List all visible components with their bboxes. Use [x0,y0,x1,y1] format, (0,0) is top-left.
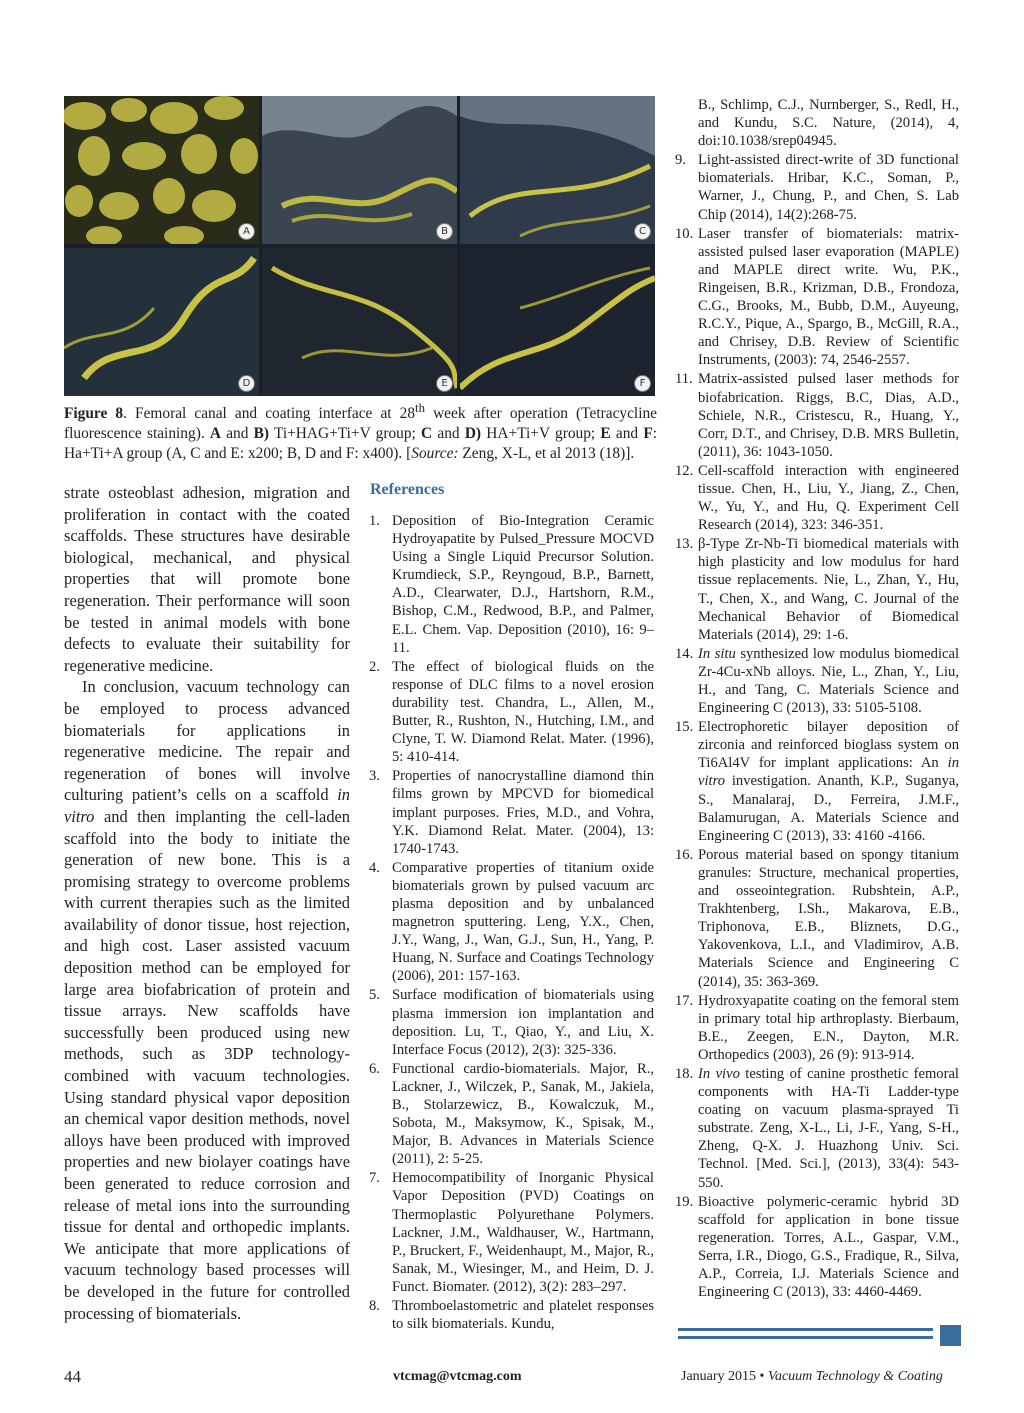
reference-item [675,370,959,460]
reference-item [369,859,654,986]
reference-item [675,151,959,223]
reference-text: Light-assisted direct-write of 3D functional biomaterials. Hribar, K.C., Soman, P., Warner, J., Chung, P., and Chen, S. Lab Chip (2014), 14(2):268-75. [698,152,959,223]
references-heading: References [370,481,445,498]
reference-text: Matrix-assisted pulsed laser methods for biofabrication. Riggs, B.C, Dias, A.D., Schiele, N.R., Cristescu, R., Huang, Y., Corr, D.T., and Chrisey, D.B. MRS Bulletin, (2011), 36: 1043-1050. [698,371,959,460]
reference-text: synthesized low modulus biomedical Zr-4Cu-xNb alloys. Nie, L., Zhan, Y., Liu, H., and Tang, C. Materials Science and Engineering C (2013), 33: 5105-5108. [698,645,960,717]
reference-text: β-Type Zr-Nb-Ti biomedical materials with high plasticity and low modulus for hard tissue replacements. Nie, L., Zhan, Y., Hu, T., Chen, X., and Wang, C. Journal of the Mechanical Behavior of Biomedical Materials (2014), 29: 1-6. [698,536,959,643]
reference-number: 7. [369,1170,380,1187]
reference-item [675,846,959,991]
reference-number: 9. [675,152,686,169]
caption-text: week after operation (Tetracycline fluorescence staining). [64,405,658,443]
panel-e-micrograph [262,248,457,396]
page-number: 44 [64,1367,81,1386]
panel-f [460,248,655,396]
caption-bold: A [209,425,221,443]
issue-date: January 2015 [681,1369,757,1384]
reference-text: Functional cardio-biomaterials. Major, R., Lackner, J., Wilczek, P., Sanak, M., Jakiela, B., Stolarzewicz, B., Kowalczuk, M., Sobota, M., Maksymow, K., Spisak, M., Major, B. Advances in Materials Science (2011), 2: 5-25. [392,1060,654,1168]
panel-label: A [238,223,255,240]
panel-d-micrograph [64,248,259,396]
panel-a-micrograph [64,96,259,244]
reference-text: Comparative properties of titanium oxide biomaterials grown by pulsed vacuum arc plasma deposition and by unbalanced magnetron sputtering. Leng, Y.X., Chen, J.Y., Wang, J., Wan, G.J., Sun, H., Yang, P. Huang, N. Surface and Coatings Technology (2006), 201: 157-163. [392,859,654,985]
reference-number: 13. [675,536,694,553]
reference-number: 10. [675,225,694,242]
reference-number: 12. [675,462,694,479]
caption-text: Zeng, X-L, et al 2013 (18)]. [458,445,635,463]
reference-number: 3. [369,768,380,785]
reference-text: testing of canine prosthetic femoral components with HA-Ti Ladder-type coating on vacuum plasma-sprayed Ti substrate. Zeng, X-L., Li, J-F., Yang, S-H., Zheng, Q-X. J. Huazhong Univ. Sci. Technol. [Med. Sci.], (2013), 33(4): 543-550. [698,1065,959,1191]
reference-item [369,1169,654,1296]
reference-item [369,512,654,657]
panel-b-micrograph [262,96,457,244]
reference-item [369,986,654,1058]
reference-italic: In vivo [698,1065,740,1082]
reference-number: 16. [675,846,694,863]
footer-square-mark [940,1325,961,1346]
caption-text: and [221,425,254,443]
footer-rule [678,1328,933,1331]
panel-label: F [634,375,651,392]
reference-item [369,658,654,767]
reference-item [369,1060,654,1169]
reference-item [675,1065,959,1192]
panel-label: E [436,375,453,392]
reference-number: 11. [675,371,693,388]
reference-item [369,767,654,857]
caption-text: and [610,425,644,443]
references-list-middle [369,512,654,1334]
reference-item [675,718,959,845]
reference-text: Electrophoretic bilayer deposition of zirconia and reinforced bioglass system on Ti6Al4V for implant applications: An [698,719,959,772]
reference-text: Hydroxyapatite coating on the femoral stem in primary total hip arthroplasty. Bierbaum, B.E., Zeegen, E.N., Dayton, M.R. Orthopedics (2003), 26 (9): 913-914. [698,992,959,1063]
reference-text: Porous material based on spongy titanium granules: Structure, mechanical properties, and osseointegration. Rubshtein, A.P., Trakhtenberg, I.Sh., Makarova, E.B., Triphonova, E.B., Bliznets, D.G., Yakovenkova, L.I., and Vladimirov, A.B. Materials Science and Engineering C (2014), 35: 363-369. [698,846,959,990]
caption-bold: C [421,425,433,443]
reference-number: 5. [369,987,380,1004]
reference-text: Deposition of Bio-Integration Ceramic Hydroyapatite by Pulsed_Pressure MOCVD Using a Single Liquid Precursor Solution. Krumdieck, S.P., Reyngoud, B.P., Barnett, A.D., Clearwater, D.J., Hartshorn, R.M., Bishop, C.M., Redwood, B.P., and Palmer, E.L. Chem. Vap. Deposition (2010), 16: 9–11. [392,513,654,656]
caption-source: Source: [411,445,459,463]
caption-sup: th [415,401,425,415]
reference-item [675,645,959,717]
panel-d [64,248,259,396]
caption-bold: B) [253,425,270,443]
reference-italic: In situ [698,645,736,662]
magazine-name: Vacuum Technology & Coating [767,1369,943,1384]
reference-text: B., Schlimp, C.J., Nurnberger, S., Redl, H., and Kundu, S.C. Nature, (2014), 4, doi:10.1038/srep04945. [698,97,959,150]
reference-number: 4. [369,859,380,876]
reference-item [675,992,959,1064]
reference-text: Hemocompatibility of Inorganic Physical Vapor Deposition (PVD) Coatings on Thermoplastic Polyurethane Polymers. Lackner, J.M., Waldhauser, W., Hartmann, P., Bruckert, F., Weidenhaupt, M., Major, R., Sanak, M., Wiesinger, M., and Heim, D. J. Funct. Biomater. (2012), 3(2): 283–297. [392,1170,654,1295]
caption-label: Figure 8 [64,405,124,423]
reference-item [675,535,959,644]
reference-text: investigation. Ananth, K.P., Suganya, S., Manalaraj, D., Ferreira, J.M.F., Balamurugan, A. Materials Science and Engineering C (2013), 33: 4160 -4166. [698,773,959,844]
body-text-span: In conclusion, vacuum technology can be employed to process advanced biomaterials for applications in regenerative medicine. The repair and regeneration of bones will involve culturing patient’s cells on a scaffold [64,677,350,805]
reference-number: 2. [369,658,380,675]
reference-number: 17. [675,992,694,1009]
panel-label: C [634,223,651,240]
reference-text: Thromboelastometric and platelet responses to silk biomaterials. Kundu, [392,1298,654,1333]
reference-text: Bioactive polymeric-ceramic hybrid 3D scaffold for application in bone tissue regeneration. Torres, A.L., Gaspar, V.M., Serra, I.R., Diogo, G.S., Fradique, R., Silva, A.P., Correia, I.J. Materials Science and Engineering C (2013), 33: 4460-4469. [698,1193,959,1301]
reference-number: 15. [675,719,694,736]
bullet-separator: • [759,1369,765,1384]
reference-italic: in vitro [698,755,959,790]
figure-caption [64,398,657,464]
panel-e [262,248,457,396]
reference-text: Properties of nanocrystalline diamond thin films grown by MPCVD for biomedical implant purposes. Fries, M.D., and Vohra, Y.K. Diamond Relat. Mater. (2004), 13: 1740-1743. [392,768,654,857]
reference-number: 18. [675,1065,694,1082]
panel-b [262,96,457,244]
body-paragraph-2 [64,676,350,1324]
caption-bold: E [600,425,611,443]
reference-number: 14. [675,645,694,662]
panel-label: B [436,223,453,240]
reference-continuation [675,96,959,150]
caption-text: Ti+HAG+Ti+V group; [269,425,422,443]
body-text-span: and then implanting the cell-laden scaffold into the body to initiate the generation of new bone. This is a promising strategy to overcome problems with current therapies such as the limited availability of donor tissue, host rejection, and high cost. Laser assisted vacuum deposition method can be employed for large area biofabrication of protein and tissue arrays. New scaffolds have successfully been produced using new methods, such as 3DP technology-combined with vacuum technologies. Using standard physical vapor deposition an chemical vapor desition methods, novel alloys have been produced with improved properties and new biolayer coatings have been generated to reduce corrosion and release of metal ions into the surrounding tissue for dental and orthopedic implants. We anticipate that more applications of vacuum technology based processes will be developed in the future for controlled processing of biomaterials. [64,806,350,1323]
caption-bold: F [643,425,653,443]
panel-c-micrograph [460,96,655,244]
reference-number: 1. [369,513,380,529]
reference-number: 6. [369,1060,380,1077]
references-list-right [675,96,959,1302]
figure-8-image [64,96,655,396]
reference-text: Cell-scaffold interaction with engineered tissue. Chen, H., Liu, Y., Jiang, Z., Chen, W., Yu, Y., and Hu, Q. Experiment Cell Research (2014), 323: 346-351. [698,462,959,534]
reference-text: Surface modification of biomaterials using plasma immersion ion implantation and deposition. Lu, T., Qiao, Y., and Liu, X. Interface Focus (2012), 2(3): 325-336. [392,987,654,1058]
caption-text: and [432,425,465,443]
panel-label: D [238,375,255,392]
panel-a [64,96,259,244]
reference-item [675,462,959,534]
caption-bold: D) [464,425,482,443]
footer-issue [681,1369,943,1385]
reference-item [675,1193,959,1302]
caption-text: : Ha+Ti+A group (A, C and E: x200; B, D and F: x400). [ [64,425,658,463]
panel-c [460,96,655,244]
footer-rule [678,1336,933,1339]
caption-text: HA+Ti+V group; [481,425,601,443]
reference-item [675,225,959,370]
reference-number: 8. [369,1298,380,1315]
reference-text: Laser transfer of biomaterials: matrix-assisted pulsed laser evaporation (MAPLE) and MAPLE direct write. Wu, P.K., Ringeisen, B.R., Krizman, D.B., Frondoza, C.G., Brooks, M., Bubb, D.M., Auyeung, R.C.Y., Pique, A., Spargo, B., McGill, R.A., and Chrisey, D.B. Review of Scientific Instruments, (2003): 74, 2546-2557. [698,225,959,369]
body-italic: in vitro [64,785,350,826]
reference-item [369,1297,654,1333]
caption-text: . Femoral canal and coating interface at 28 [123,405,416,423]
footer-email: vtcmag@vtcmag.com [393,1369,522,1384]
reference-number: 19. [675,1193,694,1210]
body-paragraph-1: strate osteoblast adhesion, migration and proliferation in contact with the coated scaffolds. These structures have desirable biological, mechanical, and physical properties that will promote bone regeneration. Their performance will soon be tested in animal models with bone defects to evaluate their suitability for regenerative medicine. [64,483,350,675]
body-column [64,482,350,1324]
reference-text: The effect of biological fluids on the response of DLC films to a novel erosion durability test. Chandra, L., Allen, M., Butter, R., Rushton, N., Hutching, I.M., and Clyne, T. W. Diamond Relat. Mater. (1996), 5: 410-414. [392,658,654,766]
panel-f-micrograph [460,248,655,396]
